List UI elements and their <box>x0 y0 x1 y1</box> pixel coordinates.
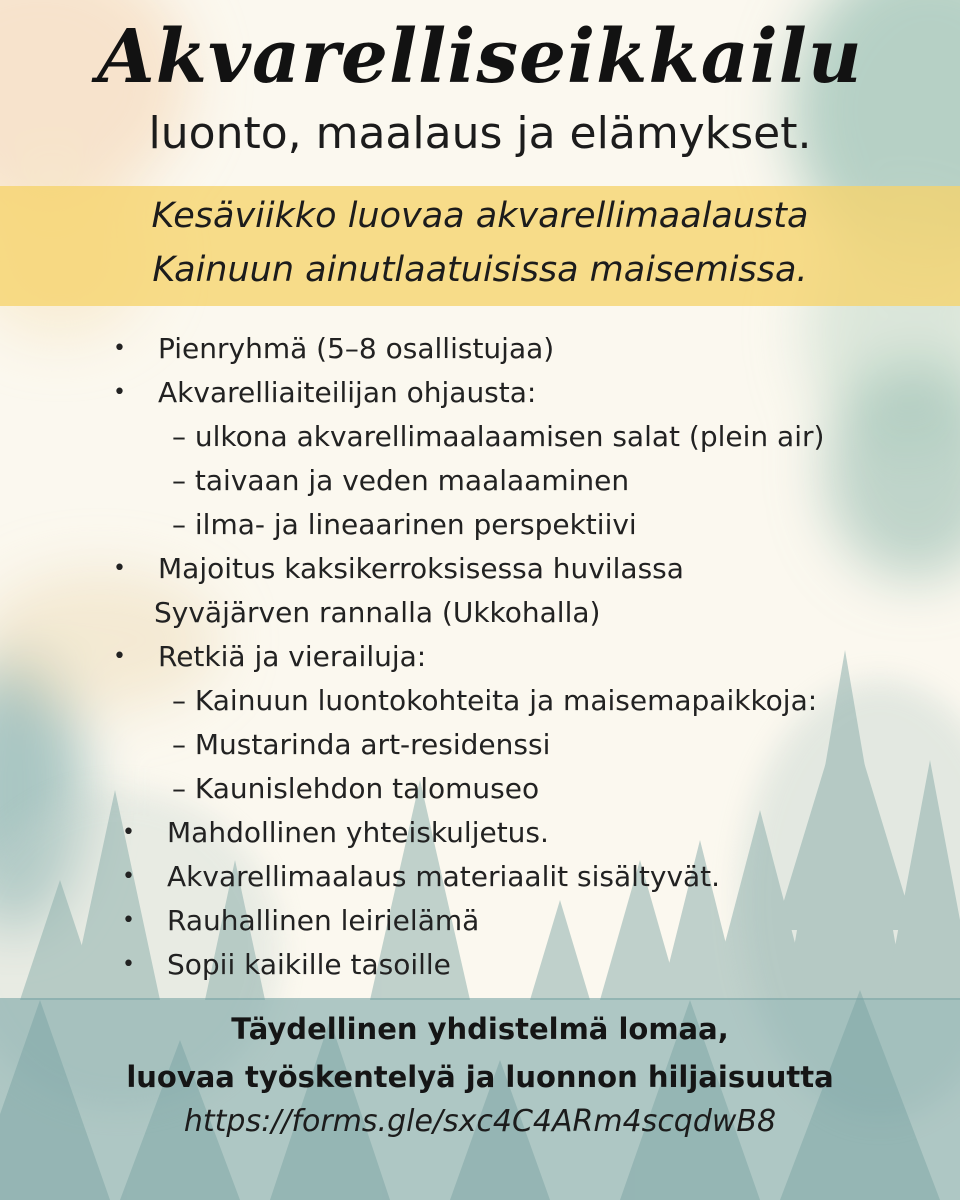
sub-list-item: – Kaunislehdon talomuseo <box>172 772 540 805</box>
bullet-icon: • <box>122 864 135 889</box>
highlight-line-2: Kainuun ainutlaatuisissa maisemissa. <box>152 250 808 290</box>
list-item: Akvarellimaalaus materiaalit sisältyvät. <box>167 860 721 893</box>
sub-list-item: – Mustarinda art-residenssi <box>172 728 551 761</box>
sub-list-item: – taivaan ja veden maalaaminen <box>172 464 630 497</box>
bullet-icon: • <box>113 644 126 669</box>
registration-link[interactable]: https://forms.gle/sxc4C4ARm4scqdwB8 <box>183 1104 777 1139</box>
highlight-line-1: Kesäviikko luovaa akvarellimaalausta <box>151 196 809 236</box>
list-item: Akvarelliaiteilijan ohjausta: <box>158 376 537 409</box>
bullet-icon: • <box>122 952 135 977</box>
list-item: Rauhallinen leirielämä <box>167 904 480 937</box>
sub-list-item: – ulkona akvarellimaalaamisen salat (plein air) <box>172 420 825 453</box>
sub-list-item: – ilma- ja lineaarinen perspektiivi <box>172 508 637 541</box>
list-item: Mahdollinen yhteiskuljetus. <box>167 816 549 849</box>
closing-line-1: Täydellinen yhdistelmä lomaa, <box>231 1012 729 1046</box>
list-item: Retkiä ja vierailuja: <box>158 640 427 673</box>
list-item: Sopii kaikille tasoille <box>167 948 451 981</box>
bullet-icon: • <box>113 380 126 405</box>
bullet-icon: • <box>113 556 126 581</box>
poster-subtitle: luonto, maalaus ja elämykset. <box>148 108 812 159</box>
sub-list-item: – Kainuun luontokohteita ja maisemapaikkoja: <box>172 684 818 717</box>
list-item: Pienryhmä (5–8 osallistujaa) <box>158 332 555 365</box>
poster-title: Akvarelliseikkailu <box>97 14 863 100</box>
bullet-icon: • <box>113 336 126 361</box>
bullet-icon: • <box>122 820 135 845</box>
closing-line-2: luovaa työskentelyä ja luonnon hiljaisuutta <box>126 1060 834 1094</box>
bullet-icon: • <box>122 908 135 933</box>
list-item-continuation: Syväjärven rannalla (Ukkohalla) <box>154 596 601 629</box>
list-item: Majoitus kaksikerroksisessa huvilassa <box>158 552 684 585</box>
